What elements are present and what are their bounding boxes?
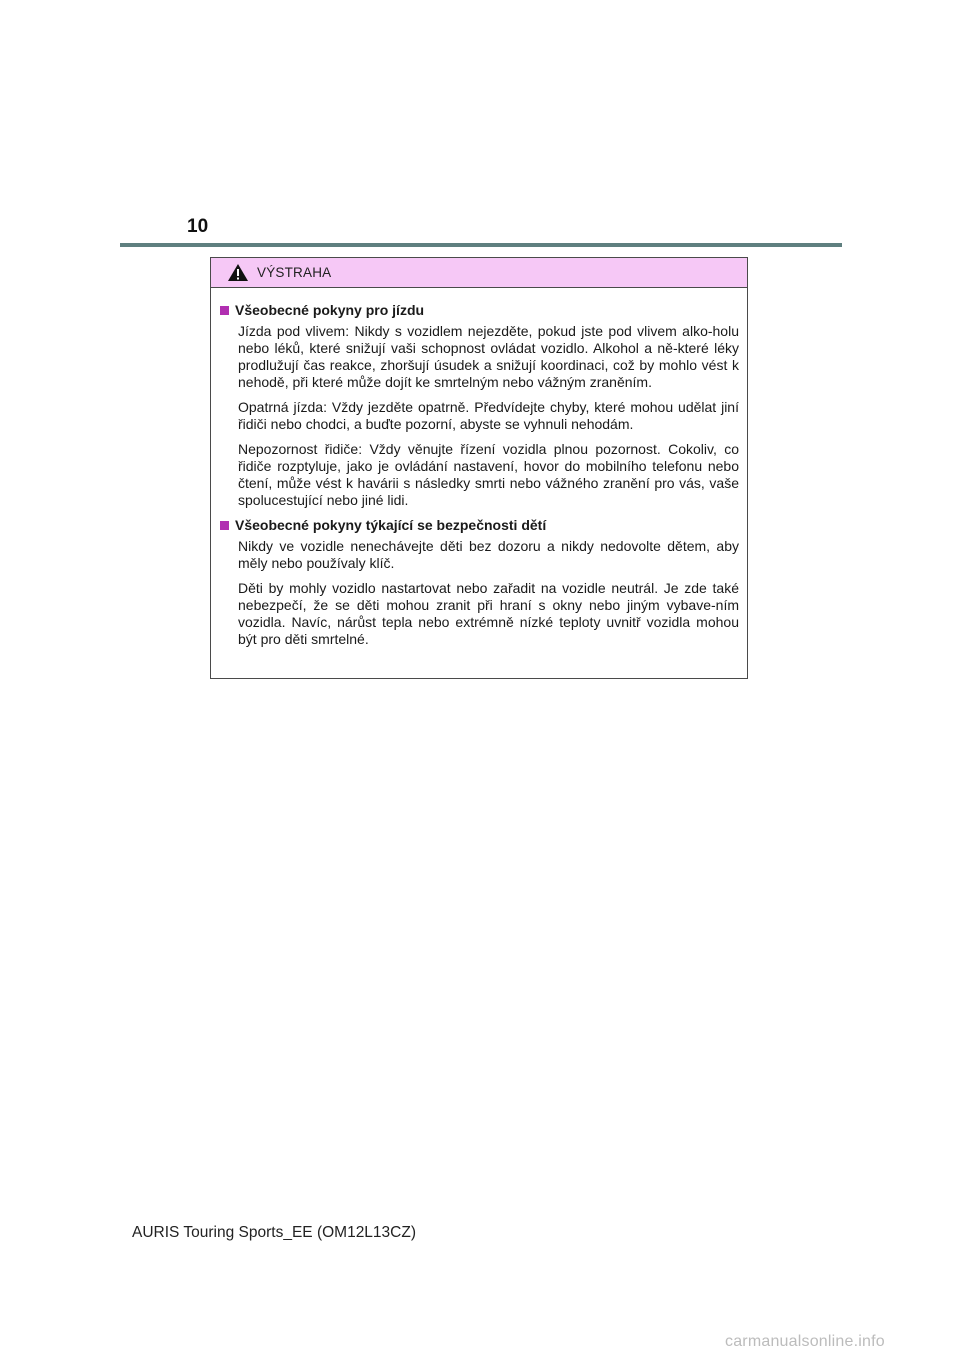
header-rule	[120, 243, 842, 247]
warning-triangle-icon	[227, 263, 249, 282]
paragraph-unattended-children: Nikdy ve vozidle nenechávejte děti bez dozoru a nikdy nedovolte dětem, aby měly nebo používaly klíč.	[238, 538, 739, 571]
bullet-square-icon	[220, 521, 229, 530]
warning-title: VÝSTRAHA	[257, 265, 332, 280]
section-heading-text: Všeobecné pokyny pro jízdu	[235, 302, 425, 318]
page-number: 10	[187, 216, 209, 237]
warning-box	[210, 257, 748, 679]
section-heading-text: Všeobecné pokyny týkající se bezpečnosti dětí	[235, 517, 547, 533]
section-heading	[220, 302, 739, 319]
paragraph-child-dangers: Děti by mohly vozidlo nastartovat nebo zařadit na vozidle neutrál. Je zde také nebezpečí, že se děti mohou zranit při hraní s okny nebo jiným vybave-ním vozidla. Navíc, nárůst tepla nebo extrémně nízké teploty uvnitř vozidla mohou být pro děti smrtelné.	[238, 580, 739, 647]
section-child-safety	[220, 517, 739, 648]
section-driving	[220, 302, 739, 509]
paragraph-careful-driving: Opatrná jízda: Vždy jezděte opatrně. Předvídejte chyby, které mohou udělat jiní řidiči nebo chodci, a buďte pozorní, abyste se vyhnuli nehodám.	[238, 399, 739, 432]
section-heading	[220, 517, 739, 534]
paragraph-inattention: Nepozornost řidiče: Vždy věnujte řízení vozidla plnou pozornost. Cokoliv, co řidiče rozptyluje, jako je ovládání nastavení, hovor do mobilního telefonu nebo čtení, může vést k havárii s následky smrti nebo vážného zranění pro vás, vaše spolucestující nebo jiné lidi.	[238, 441, 739, 508]
bullet-square-icon	[220, 306, 229, 315]
warning-header	[211, 258, 747, 288]
site-watermark: carmanualsonline.info	[725, 1333, 885, 1350]
footer-model-code: AURIS Touring Sports_EE (OM12L13CZ)	[132, 1224, 416, 1241]
warning-body	[211, 288, 747, 648]
paragraph-influence: Jízda pod vlivem: Nikdy s vozidlem nejezděte, pokud jste pod vlivem alko-holu nebo léků, které snižují vaši schopnost ovládat vozidlo. Alkohol a ně-které léky prodlužují čas reakce, zhoršují úsudek a snižují koordinaci, což by mohlo vést k nehodě, při které může dojít ke smrtelným nebo vážným zraněním.	[238, 323, 739, 390]
